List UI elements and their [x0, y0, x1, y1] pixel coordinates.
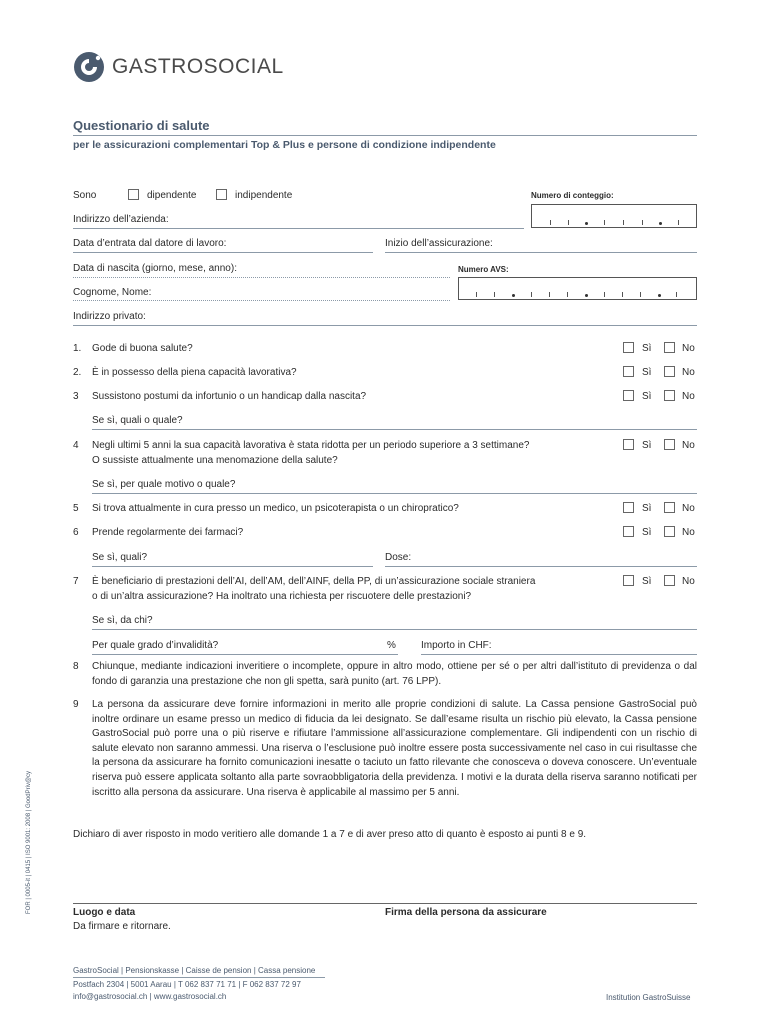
- q6-dose-line[interactable]: [385, 566, 697, 567]
- return-note: Da firmare e ritornare.: [73, 921, 171, 932]
- numero-conteggio-field[interactable]: [531, 204, 697, 228]
- q2-yes-label: Sì: [642, 367, 652, 378]
- q7-importo-line[interactable]: [421, 654, 697, 655]
- q7-number: 7: [73, 576, 79, 587]
- declaration-text: Dichiaro di aver risposto in modo veritiero alle domande 1 a 7 e di aver preso atto di quanto è esposto ai punti 8 e 9.: [73, 829, 587, 840]
- q7-no-label: No: [682, 576, 695, 587]
- inizio-assicurazione-label: Inizio dell’assicurazione:: [385, 238, 493, 249]
- footer-line1: GastroSocial | Pensionskasse | Caisse de pension | Cassa pensione: [73, 966, 316, 975]
- data-nascita-line[interactable]: [73, 277, 450, 278]
- q7-importo-label: Importo in CHF:: [421, 640, 492, 651]
- q7-follow-line[interactable]: [92, 629, 697, 630]
- q1-text: Gode di buona salute?: [92, 343, 193, 354]
- p9-number: 9: [73, 699, 79, 710]
- cognome-nome-label: Cognome, Nome:: [73, 287, 152, 298]
- q1-number: 1.: [73, 343, 82, 354]
- q3-no-label: No: [682, 391, 695, 402]
- page-subtitle: per le assicurazioni complementari Top & Plus e persone di condizione indipendente: [73, 139, 496, 151]
- q6-follow-label: Se sì, quali?: [92, 552, 148, 563]
- q4-follow-label: Se sì, per quale motivo o quale?: [92, 479, 236, 490]
- q2-number: 2.: [73, 367, 82, 378]
- q5-no-checkbox[interactable]: [664, 502, 675, 513]
- q3-follow-line[interactable]: [92, 429, 697, 430]
- footer-rule: [73, 977, 325, 978]
- indirizzo-azienda-label: Indirizzo dell’azienda:: [73, 214, 169, 225]
- data-entrata-label: Data d’entrata dal datore di lavoro:: [73, 238, 227, 249]
- q1-no-checkbox[interactable]: [664, 342, 675, 353]
- q4-no-checkbox[interactable]: [664, 439, 675, 450]
- dipendente-checkbox[interactable]: [128, 189, 139, 200]
- footer-line2: Postfach 2304 | 5001 Aarau | T 062 837 71 71 | F 062 837 72 97: [73, 980, 301, 989]
- q3-yes-checkbox[interactable]: [623, 390, 634, 401]
- data-entrata-line[interactable]: [73, 252, 373, 253]
- q4-yes-checkbox[interactable]: [623, 439, 634, 450]
- indirizzo-privato-line[interactable]: [73, 325, 697, 326]
- logo: [72, 50, 312, 84]
- cognome-nome-line[interactable]: [73, 300, 450, 301]
- indipendente-label: indipendente: [235, 190, 293, 201]
- place-date-label: Luogo e data: [73, 907, 136, 918]
- indirizzo-azienda-line[interactable]: [73, 228, 524, 229]
- q6-text: Prende regolarmente dei farmaci?: [92, 527, 244, 538]
- q4-text-line1: Negli ultimi 5 anni la sua capacità lavorativa è stata ridotta per un periodo superiore a 3 settimane?: [92, 440, 530, 451]
- q3-number: 3: [73, 391, 79, 402]
- q3-follow-label: Se sì, quali o quale?: [92, 415, 183, 426]
- q5-yes-checkbox[interactable]: [623, 502, 634, 513]
- q6-follow-line[interactable]: [92, 566, 373, 567]
- q5-no-label: No: [682, 503, 695, 514]
- q7-yes-checkbox[interactable]: [623, 575, 634, 586]
- q7-follow-label: Se sì, da chi?: [92, 615, 153, 626]
- q6-yes-label: Sì: [642, 527, 652, 538]
- q3-no-checkbox[interactable]: [664, 390, 675, 401]
- q2-text: È in possesso della piena capacità lavorativa?: [92, 367, 297, 378]
- q6-dose-label: Dose:: [385, 552, 412, 563]
- q6-yes-checkbox[interactable]: [623, 526, 634, 537]
- title-rule: [73, 135, 697, 136]
- numero-avs-label: Numero AVS:: [458, 265, 509, 274]
- q7-text-line1: È beneficiario di prestazioni dell’AI, dell’AM, dell’AINF, della PP, di un’assicurazione sociale straniera: [92, 576, 536, 587]
- q7-grado-line[interactable]: [92, 654, 398, 655]
- q1-yes-checkbox[interactable]: [623, 342, 634, 353]
- indipendente-checkbox[interactable]: [216, 189, 227, 200]
- q2-no-label: No: [682, 367, 695, 378]
- footer-institution: Institution GastroSuisse: [606, 993, 691, 1002]
- numero-avs-field[interactable]: [458, 277, 697, 300]
- q5-yes-label: Sì: [642, 503, 652, 514]
- q7-yes-label: Sì: [642, 576, 652, 587]
- q7-text-line2: o di un’altra assicurazione? Ha inoltrato una richiesta per riscuotere delle prestazioni?: [92, 591, 472, 602]
- q1-no-label: No: [682, 343, 695, 354]
- sono-label: Sono: [73, 190, 97, 201]
- page-title: Questionario di salute: [73, 118, 210, 133]
- signature-line[interactable]: [73, 903, 697, 904]
- q7-grado-label: Per quale grado d’invalidità?: [92, 640, 219, 651]
- p8-text: Chiunque, mediante indicazioni inveritiere o incomplete, oppure in altro modo, ottiene per sé o per altri dall’istituto di previdenza o dal fondo di garanzia una prestazione che non gli spetta, sarà punito (art. 76 LPP).: [92, 661, 697, 687]
- brand-name: GASTROSOCIAL: [112, 55, 284, 78]
- q6-no-label: No: [682, 527, 695, 538]
- q6-number: 6: [73, 527, 79, 538]
- gastrosocial-logo-icon: [72, 50, 106, 84]
- q5-text: Si trova attualmente in cura presso un medico, un psicoterapista o un chiropratico?: [92, 503, 459, 514]
- dipendente-label: dipendente: [147, 190, 197, 201]
- q4-text-line2: O sussiste attualmente una menomazione della salute?: [92, 455, 338, 466]
- indirizzo-privato-label: Indirizzo privato:: [73, 311, 146, 322]
- p8-number: 8: [73, 661, 79, 672]
- side-form-code: FOR | 0005-it | 0415 | ISO 9001: 2008 | GoodPriv@cy: [26, 770, 32, 914]
- inizio-assicurazione-line[interactable]: [385, 252, 697, 253]
- q4-follow-line[interactable]: [92, 493, 697, 494]
- q1-yes-label: Sì: [642, 343, 652, 354]
- q7-no-checkbox[interactable]: [664, 575, 675, 586]
- q5-number: 5: [73, 503, 79, 514]
- q7-percent-label: %: [387, 640, 396, 651]
- numero-conteggio-label: Numero di conteggio:: [531, 191, 614, 200]
- signature-label: Firma della persona da assicurare: [385, 907, 547, 918]
- q4-no-label: No: [682, 440, 695, 451]
- q3-yes-label: Sì: [642, 391, 652, 402]
- footer-line3: info@gastrosocial.ch | www.gastrosocial.ch: [73, 992, 227, 1001]
- q4-yes-label: Sì: [642, 440, 652, 451]
- data-nascita-label: Data di nascita (giorno, mese, anno):: [73, 263, 237, 274]
- p9-text: La persona da assicurare deve fornire informazioni in merito alle proprie condizioni di salute. La Cassa pensione GastroSocial può inoltre ordinare un esame presso un medico di fiducia da lei designato. Se dall’esame risulta un rischio più elevato, la Cassa pensione GastroSocial può porre una o più riserve e rifiutare l’ammissione all’assicurazione complementare. Gli indipendenti con un rischio di salute elevato non saranno ammessi. Una riserva o l’esclusione può inoltre essere posta successivamente nel caso in cui risultasse che la persona da assicurare ha fornito comunicazioni inesatte o taciuto un fatto rilevante che conosceva o doveva conoscere. Un’eventuale riserva può essere applicata soltanto alla parte sovraobbligatoria della previdenza. I motivi e la durata della riserva saranno notificati per iscritto alla persona da assicurare. Una riserva è applicabile al massimo per 5 anni.: [92, 699, 697, 798]
- q4-number: 4: [73, 440, 79, 451]
- q2-yes-checkbox[interactable]: [623, 366, 634, 377]
- q6-no-checkbox[interactable]: [664, 526, 675, 537]
- q3-text: Sussistono postumi da infortunio o un handicap dalla nascita?: [92, 391, 367, 402]
- q2-no-checkbox[interactable]: [664, 366, 675, 377]
